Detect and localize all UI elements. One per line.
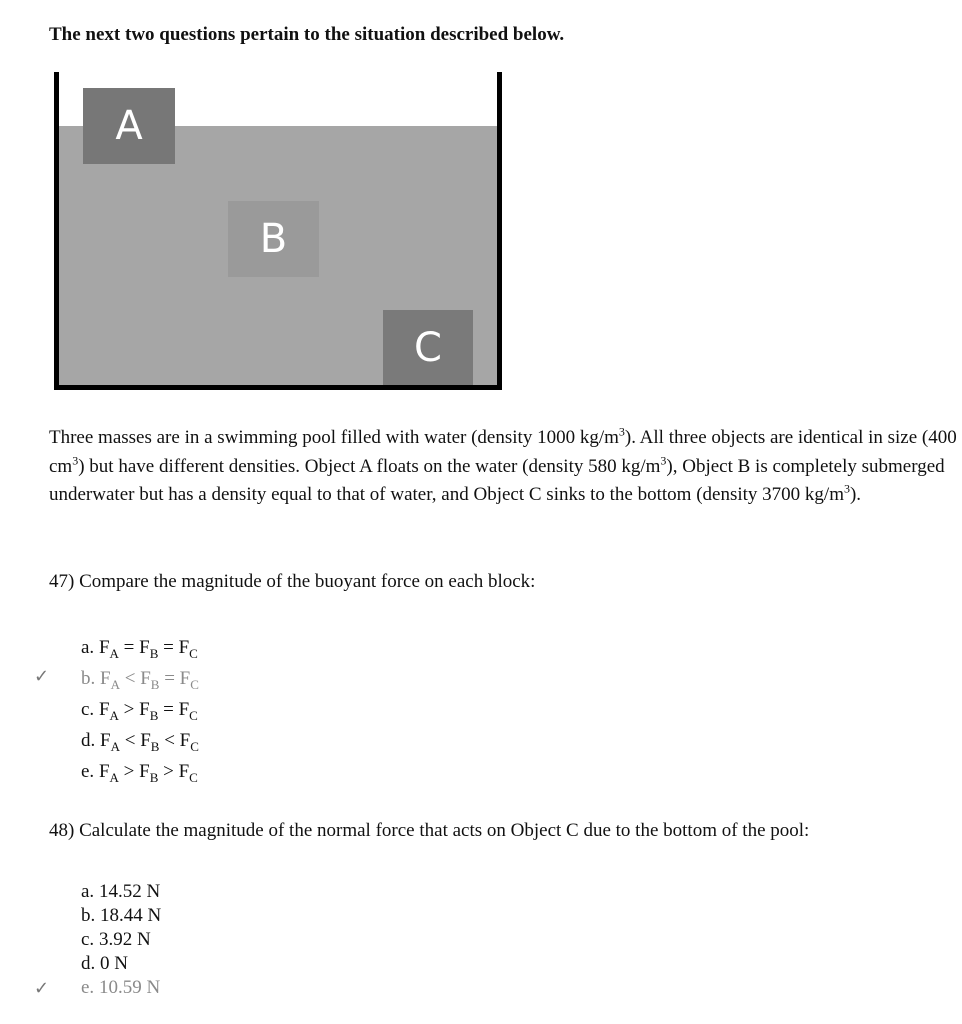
subscript-b: B	[150, 738, 160, 754]
correct-check-icon: ✓	[34, 978, 50, 999]
choice-48-b[interactable]	[81, 904, 161, 928]
choice-value: 18.44 N	[100, 905, 162, 926]
subscript-a: A	[110, 738, 120, 754]
block-c	[383, 310, 473, 385]
force-symbol: F	[98, 637, 110, 658]
question-47-prompt: 47) Compare the magnitude of the buoyant force on each block:	[49, 571, 536, 592]
force-symbol: F	[179, 668, 191, 689]
operator: =	[164, 668, 175, 689]
choice-48-d[interactable]	[81, 952, 161, 976]
choice-letter: a.	[81, 881, 95, 902]
operator: =	[123, 637, 135, 658]
subscript-a: A	[110, 676, 120, 692]
exponent: 3	[660, 453, 667, 468]
passage-text-5: ).	[849, 484, 862, 505]
subscript-c: C	[189, 645, 198, 661]
force-symbol: F	[100, 730, 111, 751]
passage-text-2: ). All three objects are identical in size (400 cm	[49, 427, 957, 477]
question-47-choices	[81, 632, 199, 787]
subscript-a: A	[109, 645, 119, 661]
force-symbol: F	[140, 730, 151, 751]
choice-letter: a.	[81, 637, 95, 658]
force-symbol: F	[139, 637, 150, 658]
block-a	[83, 88, 175, 164]
choice-47-a[interactable]	[81, 632, 199, 663]
operator: >	[123, 699, 135, 720]
force-symbol: F	[139, 699, 150, 720]
operator: =	[163, 699, 174, 720]
subscript-c: C	[189, 769, 198, 785]
choice-47-e[interactable]	[81, 756, 199, 787]
choice-value: 14.52 N	[98, 881, 161, 902]
operator: >	[123, 761, 135, 782]
force-symbol: F	[140, 668, 151, 689]
subscript-c: C	[190, 676, 199, 692]
operator: =	[163, 637, 174, 658]
force-symbol: F	[139, 761, 150, 782]
force-symbol: F	[178, 699, 190, 720]
operator: <	[124, 730, 136, 751]
pool-left-wall	[54, 72, 59, 390]
choice-letter: d.	[81, 730, 96, 751]
correct-check-icon: ✓	[34, 666, 50, 687]
choice-letter: c.	[81, 929, 95, 950]
passage-text-4: ), Object B is completely submerged underwater but has a density equal to that of water, and Object C sinks to the bottom (density 3700 kg/m	[49, 455, 945, 505]
question-48-prompt: 48) Calculate the magnitude of the normal force that acts on Object C due to the bottom of the pool:	[49, 820, 810, 841]
choice-47-d[interactable]	[81, 725, 199, 756]
pool-diagram	[54, 72, 502, 390]
passage-text-1: Three masses are in a swimming pool filled with water (density 1000 kg/m	[49, 427, 619, 448]
choice-value: 10.59 N	[98, 977, 161, 998]
subscript-c: C	[189, 707, 198, 723]
choice-letter: b.	[81, 905, 96, 926]
force-symbol: F	[100, 668, 111, 689]
block-b-label: B	[259, 216, 288, 262]
subscript-c: C	[190, 738, 199, 754]
operator: <	[124, 668, 136, 689]
subscript-b: B	[149, 707, 159, 723]
choice-value: 3.92 N	[98, 929, 151, 950]
subscript-b: B	[149, 769, 159, 785]
choice-48-a[interactable]	[81, 880, 161, 904]
exponent: 3	[618, 424, 625, 439]
force-symbol: F	[179, 730, 191, 751]
question-48-choices	[81, 880, 161, 1000]
subscript-b: B	[150, 676, 160, 692]
section-heading: The next two questions pertain to the situation described below.	[49, 24, 565, 45]
choice-letter: e.	[81, 761, 95, 782]
choice-letter: b.	[81, 668, 96, 689]
exponent: 3	[72, 453, 79, 468]
block-b	[228, 201, 319, 277]
choice-48-c[interactable]	[81, 928, 161, 952]
force-symbol: F	[178, 637, 190, 658]
pool-floor	[54, 385, 502, 390]
choice-value: 0 N	[100, 953, 128, 974]
block-a-label: A	[115, 103, 143, 149]
choice-letter: d.	[81, 953, 96, 974]
block-c-label: C	[414, 324, 442, 371]
choice-letter: c.	[81, 699, 95, 720]
problem-passage	[49, 424, 962, 510]
choice-48-e[interactable]	[81, 976, 161, 1000]
choice-47-b[interactable]	[81, 663, 199, 694]
pool-right-wall	[497, 72, 502, 390]
subscript-a: A	[109, 769, 119, 785]
subscript-b: B	[149, 645, 159, 661]
exponent: 3	[843, 481, 850, 496]
force-symbol: F	[98, 699, 110, 720]
choice-47-c[interactable]	[81, 694, 199, 725]
force-symbol: F	[98, 761, 110, 782]
passage-text-3: ) but have different densities. Object A floats on the water (density 580 kg/m	[78, 455, 661, 477]
operator: <	[164, 730, 175, 751]
choice-letter: e.	[81, 977, 95, 998]
operator: >	[163, 761, 174, 782]
force-symbol: F	[178, 761, 190, 782]
subscript-a: A	[109, 707, 119, 723]
